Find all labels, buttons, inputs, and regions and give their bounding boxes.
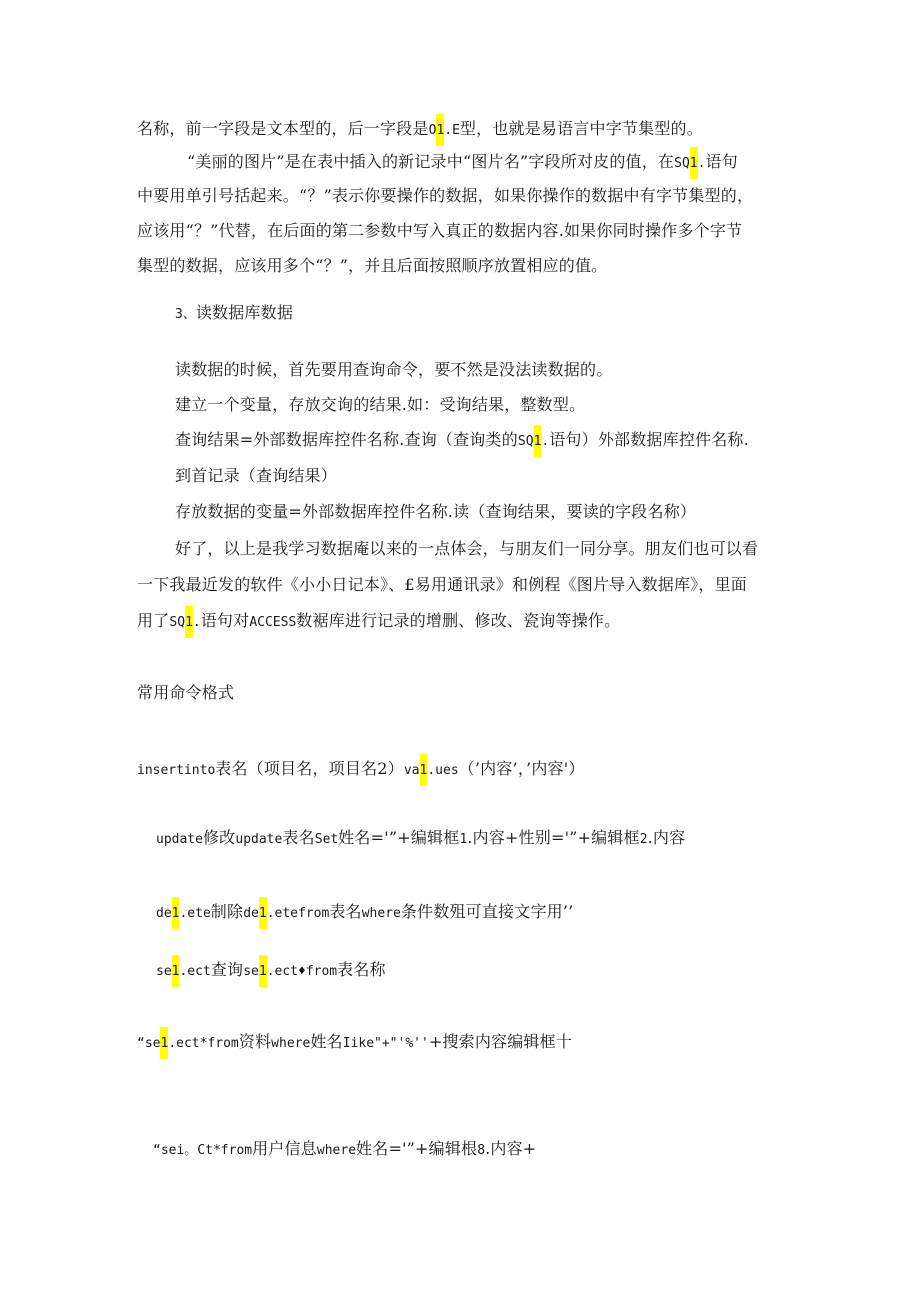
text-segment: .内容+性别='”+编辑框 [467,828,640,847]
command-line-select-user [153,1137,536,1163]
text-segment: “美丽的图片”是在表中插入的新记录中“图片名”字段所对皮的值，在 [187,152,675,171]
text-segment: 条件数殂可直接文字用’’ [400,902,574,921]
text-segment: 型，也就是易语言中字节集型的。 [459,119,703,138]
code-segment: .etefrom [266,906,330,921]
code-segment: .ete [179,906,211,921]
text-segment: +搜索内容编辑框十 [428,1032,573,1051]
text-segment: 查询结果=外部数据库控件名称.查询（查询类的 [175,430,518,449]
code-segment: .ect♦from [266,964,338,979]
code-segment: update [156,832,203,847]
text-segment: 语句）外部数据库控件名称. [549,430,749,449]
text-segment: .内容+ [485,1139,537,1158]
command-line-select [156,958,386,987]
paragraph-line: 存放数据的变量=外部数据库控件名称.读（查询结果，要读的字段名称） [175,502,697,521]
paragraph-line: 到首记录（查询结果） [175,466,338,485]
section-title: 读数据库数据 [195,303,294,322]
code-segment: SQ [169,615,186,630]
code-segment: update [235,832,283,847]
highlight-mark: 1 [436,114,444,146]
paragraph-line: 集型的数据，应该用多个“？”，并且后面按照顺序放置相应的值。 [137,256,608,275]
paragraph-line: 一下我最近发的软件《小小日记本》、£易用通讯录》和例程《图片导入数据库》，里面 [137,575,747,594]
highlight-mark: 1 [172,955,180,987]
text-segment: 表名称 [337,960,386,979]
code-segment: insertinto [137,763,216,778]
paragraph-line: 应该用“？”代替，在后面的第二参数中写入真正的数据内容.如果你同时操作多个字节 [137,221,743,240]
text-segment: 姓名 [310,1032,343,1051]
paragraph-line [187,150,738,179]
command-line-update [156,826,685,852]
text-segment: （’内容’，’内容'） [458,759,585,778]
highlight-mark: 1 [172,897,180,929]
code-segment: 1 [459,832,468,847]
paragraph-line [137,609,620,638]
code-segment: where [316,1143,357,1158]
text-segment: 资料 [238,1032,272,1051]
text-segment: 名称，前一字段是文本型的，后一字段是 [137,119,429,138]
code-segment: . [697,156,706,171]
code-segment: where [361,906,401,921]
text-segment: 姓名='”+编辑根 [356,1139,478,1158]
code-segment: se [156,964,172,979]
command-line-insert [137,757,585,786]
code-segment: se [243,964,259,979]
code-segment: “se [137,1036,161,1051]
highlight-mark: 1 [185,606,193,638]
text-segment: 查询 [210,960,244,979]
text-segment: 修改 [202,828,236,847]
highlight-mark: 1 [259,897,267,929]
code-segment: . [192,615,201,630]
command-line-delete [156,900,573,929]
code-segment: where [271,1036,311,1051]
code-segment: Set [314,832,339,847]
paragraph-line: 好了，以上是我学习数据庵以来的一点体会，与朋友们一同分享。朋友们也可以看 [175,539,759,558]
text-segment: 语句对 [200,611,250,630]
text-segment: 表名 [329,902,362,921]
text-segment: 语句 [705,152,738,171]
code-segment: de [243,906,259,921]
code-segment: . [541,434,550,449]
highlight-mark: 1 [259,955,267,987]
command-line-select-like [137,1030,572,1059]
text-segment: 制除 [210,902,244,921]
text-segment: 姓名='”+编辑框 [338,828,460,847]
highlight-mark: 1 [160,1027,168,1059]
paragraph-line: 读数据的时候，首先要用查询命令，要不然是没法读数据的。 [175,360,613,379]
text-segment: .内容 [647,828,686,847]
paragraph-line: 建立一个变量，存放交询的结果.如：受询结果，整数型。 [175,395,586,414]
code-segment: O [428,123,437,138]
highlight-mark: 1 [534,425,542,457]
code-segment: .ect*from [168,1036,239,1051]
text-segment: 用了 [137,611,170,630]
code-segment: va [403,763,420,778]
code-segment: de [156,906,172,921]
code-segment: “sei。Ct*from [153,1143,253,1158]
text-segment: 用户信息 [252,1139,317,1158]
code-segment: Iike"+"'%'' [342,1036,429,1051]
code-segment: ACCESS [249,615,297,630]
code-segment: 8 [477,1143,486,1158]
highlight-mark: 1 [420,754,428,786]
commands-heading: 常用命令格式 [137,683,235,702]
code-segment: 2 [639,832,648,847]
highlight-mark: 1 [690,147,698,179]
paragraph-line: 中要用单引号括起来。“？”表示你要操作的数据，如果你操作的数据中有字节集型的， [137,186,754,205]
text-segment: 表名 [282,828,315,847]
code-segment: .E [444,123,460,138]
section-number: 3、 [175,307,196,322]
code-segment: .ues [427,763,459,778]
text-segment: 表名（项目名，项目名2） [215,759,404,778]
paragraph-line [175,428,749,457]
code-segment: SQ [674,156,690,171]
section-heading [175,301,293,327]
text-segment: 数裾库进行记录的增删、修改、瓷询等操作。 [296,611,621,630]
paragraph-line [137,117,703,146]
code-segment: SQ [517,434,534,449]
code-segment: .ect [179,964,211,979]
